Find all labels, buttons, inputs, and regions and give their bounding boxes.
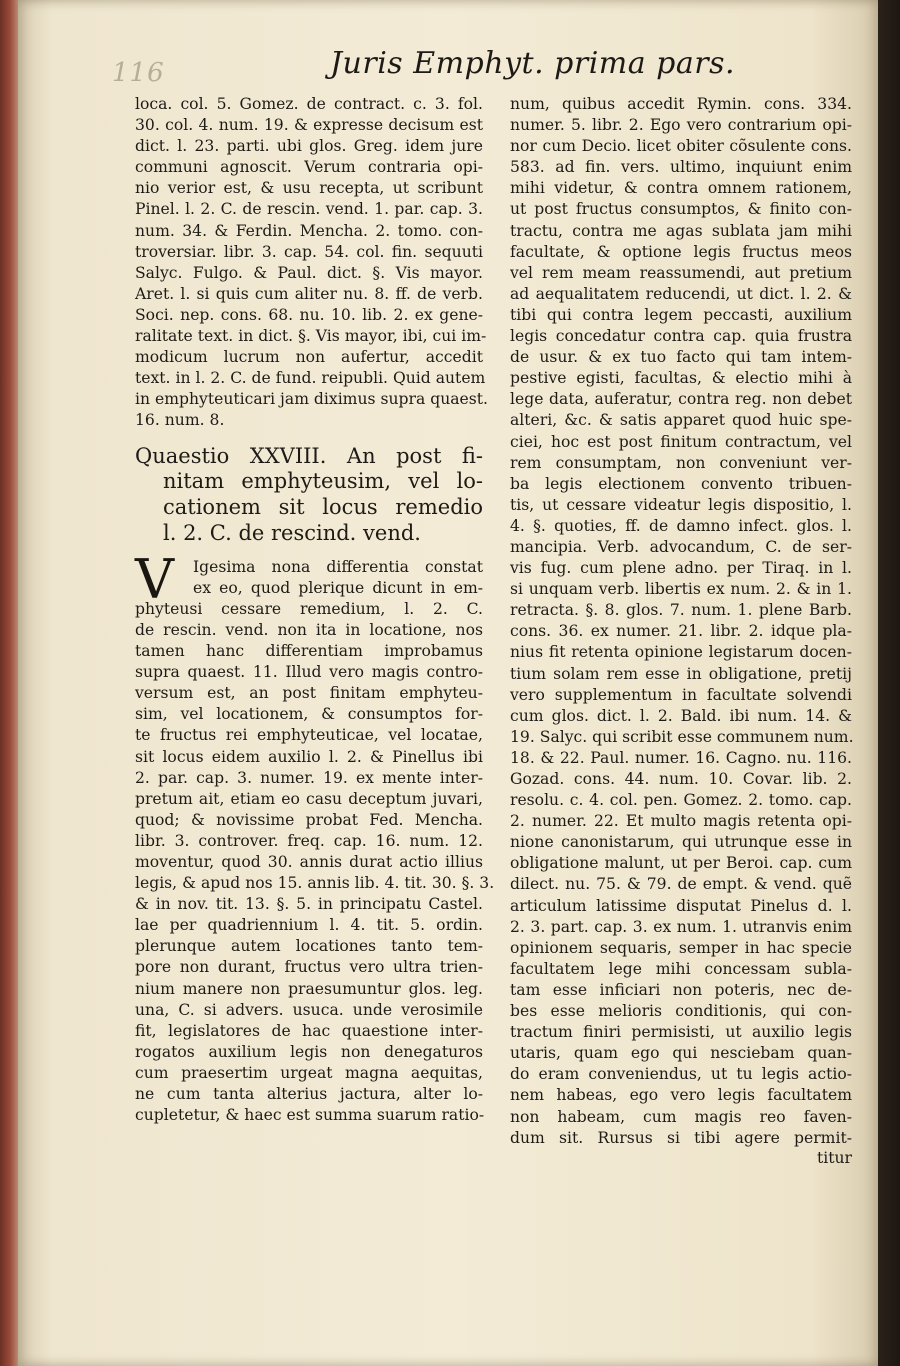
text-line: tractum finiri permisisti, ut auxilio legis	[510, 1023, 852, 1042]
text-line: nem habeas, ego vero legis facultatem	[510, 1086, 852, 1105]
text-line: text. in l. 2. C. de fund. reipubli. Quid autem	[135, 369, 486, 388]
text-line: ralitate text. in dict. §. Vis mayor, ibi, cui im-	[135, 327, 487, 346]
text-line: nium manere non praesumuntur glos. leg.	[135, 979, 483, 998]
heading-line: nitam emphyteusim, vel lo-	[163, 469, 483, 494]
text-line: troversiar. libr. 3. cap. 54. col. fin. sequuti	[135, 242, 483, 261]
question-heading	[135, 444, 483, 547]
text-line: Igesima nona differentia constat	[193, 557, 483, 576]
drop-cap: V	[135, 547, 174, 611]
text-line: modicum lucrum non aufertur, accedit	[135, 348, 483, 367]
text-line: 16. num. 8.	[135, 411, 225, 430]
text-line: cons. 36. ex numer. 21. libr. 2. idque pla-	[510, 622, 852, 641]
text-line: tam esse inficiari non poteris, nec de-	[510, 980, 852, 999]
text-line: num, quibus accedit Rymin. cons. 334.	[510, 95, 852, 113]
text-line: vero supplementum in facultate solvendi	[510, 685, 852, 704]
text-line: num. 34. & Ferdin. Mencha. 2. tomo. con-	[135, 221, 483, 240]
text-line: rogatos auxilium legis non denegaturos	[135, 1042, 483, 1061]
text-line: te fructus rei emphyteuticae, vel locatae,	[135, 726, 483, 745]
heading-line: cationem sit locus remedio	[163, 495, 483, 520]
text-line: phyteusi cessare remedium, l. 2. C.	[135, 599, 483, 618]
text-line: pretum ait, etiam eo casu deceptum juvari,	[135, 789, 483, 808]
text-line: Pinel. l. 2. C. de rescin. vend. 1. par. cap. 3.	[135, 200, 483, 219]
text-line: legis, & apud nos 15. annis lib. 4. tit. 30. §. 3.	[135, 874, 495, 893]
text-line: nio verior est, & usu recepta, ut scribunt	[135, 179, 483, 198]
text-line: Soci. nep. cons. 68. nu. 10. lib. 2. ex gene-	[135, 305, 483, 324]
text-line: & in nov. tit. 13. §. 5. in principatu Castel.	[135, 895, 483, 914]
text-line: 583. ad fin. vers. ultimo, inquiunt enim	[510, 158, 852, 177]
text-line: ba legis electionem convento tribuen-	[510, 474, 852, 493]
page-number: 116	[112, 58, 165, 88]
text-line: ut post fructus consumptos, & finito con-	[510, 200, 852, 219]
text-line: legis concedatur contra cap. quia frustra	[510, 327, 852, 346]
text-line: loca. col. 5. Gomez. de contract. c. 3. fol.	[135, 95, 483, 113]
text-line: libr. 3. controver. freq. cap. 16. num. 12.	[135, 831, 483, 850]
text-line: 30. col. 4. num. 19. & expresse decisum est	[135, 116, 483, 135]
text-line: dict. l. 23. parti. ubi glos. Greg. idem jure	[135, 137, 483, 156]
text-line: communi agnoscit. Verum contraria opi-	[135, 158, 483, 177]
text-line: utaris, quam ego qui nesciebam quan-	[510, 1044, 852, 1063]
text-line: 2. numer. 22. Et multo magis retenta opi-	[510, 812, 852, 831]
text-line: nius fit retenta opinione legistarum docen-	[510, 643, 852, 662]
text-line: una, C. si advers. usuca. unde verosimile	[135, 1000, 483, 1019]
right-column-body	[510, 94, 852, 1149]
text-line: plerunque autem locationes tanto tem-	[135, 937, 483, 956]
text-line: mancipia. Verb. advocandum, C. de ser-	[510, 537, 852, 556]
text-line: alteri, &c. & satis apparet quod huic spe-	[510, 411, 852, 430]
text-line: Salyc. Fulgo. & Paul. dict. §. Vis mayor.	[135, 263, 483, 282]
left-column-paragraph	[135, 94, 488, 432]
text-line: numer. 5. libr. 2. Ego vero contrarium opi-	[510, 116, 852, 135]
text-line: Aret. l. si quis cum aliter nu. 8. ff. de verb.	[135, 284, 483, 303]
text-line: cum praesertim urgeat magna aequitas,	[135, 1063, 483, 1082]
text-line: si unquam verb. libertis ex num. 2. & in 1.	[510, 580, 852, 599]
catchword: titur	[816, 1148, 852, 1167]
text-line: facultate, & optione legis fructus meos	[510, 242, 852, 261]
text-line: sim, vel locationem, & consumptos for-	[135, 705, 483, 724]
text-line: supra quaest. 11. Illud vero magis contro-	[135, 663, 483, 682]
right-column	[510, 94, 852, 1169]
text-line: ex eo, quod plerique dicunt in em-	[193, 578, 483, 597]
text-line: tractu, contra me agas sublata jam mihi	[510, 221, 852, 240]
text-line: rem consumptam, non conveniunt ver-	[510, 453, 852, 472]
text-line: 4. §. quoties, ff. de damno infect. glos. l.	[510, 516, 852, 535]
left-column	[135, 94, 495, 1126]
text-line: vel rem meam reassumendi, aut pretium	[510, 263, 852, 282]
text-line: sit locus eidem auxilio l. 2. & Pinellus ibi	[135, 747, 483, 766]
text-line: dum sit. Rursus si tibi agere permit-	[510, 1128, 852, 1147]
text-line: pore non durant, fructus vero ultra trien-	[135, 958, 483, 977]
text-line: moventur, quod 30. annis durat actio illius	[135, 853, 483, 871]
text-line: lege data, auferatur, contra reg. non debet	[510, 390, 852, 409]
text-line: bes esse melioris conditionis, qui con-	[510, 1002, 852, 1021]
text-line: ciei, hoc est post finitum contractum, vel	[510, 432, 852, 451]
text-line: 2. par. cap. 3. numer. 19. ex mente inter-	[135, 768, 483, 787]
text-line: cupletetur, & haec est summa suarum ratio-	[135, 1106, 485, 1125]
text-line: opinionem sequaris, semper in hac specie	[510, 938, 852, 957]
text-line: versum est, an post finitam emphyteu-	[135, 684, 483, 703]
text-line: in emphyteuticari jam diximus supra quaest.	[135, 390, 488, 409]
text-line: ad aequalitatem reducendi, ut dict. l. 2. &	[510, 284, 852, 303]
text-line: 19. Salyc. qui scribit esse communem num.	[510, 727, 854, 746]
heading-line: Quaestio XXVIII. An post fi-	[135, 443, 483, 468]
text-line: nione canonistarum, qui utrunque esse in	[510, 833, 852, 852]
text-line: fit, legislatores de hac quaestione inter-	[135, 1021, 483, 1040]
text-line: tibi qui contra legem peccasti, auxilium	[510, 305, 852, 324]
text-line: vis fug. cum plene adno. per Tiraq. in l.	[510, 559, 852, 578]
text-line: tamen hanc differentiam improbamus	[135, 642, 483, 661]
text-line: Gozad. cons. 44. num. 10. Covar. lib. 2.	[510, 770, 852, 788]
text-line: dilect. nu. 75. & 79. de empt. & vend. quẽ	[510, 875, 852, 894]
text-line: de rescin. vend. non ita in locatione, nos	[135, 620, 483, 639]
text-line: resolu. c. 4. col. pen. Gomez. 2. tomo. cap.	[510, 791, 852, 810]
text-line: facultatem lege mihi concessam subla-	[510, 959, 852, 978]
text-line: cum glos. dict. l. 2. Bald. ibi num. 14. &	[510, 706, 852, 725]
text-line: retracta. §. 8. glos. 7. num. 1. plene Barb.	[510, 601, 852, 620]
text-line: do eram conveniendus, ut tu legis actio-	[510, 1065, 852, 1084]
text-line: nor cum Decio. licet obiter cõsulente cons.	[510, 137, 852, 156]
text-line: 2. 3. part. cap. 3. ex num. 1. utranvis enim	[510, 917, 852, 936]
text-line: quod; & novissime probat Fed. Mencha.	[135, 810, 483, 829]
text-line: non habeam, cum magis reo faven-	[510, 1107, 852, 1126]
text-line: ne cum tanta alterius jactura, alter lo-	[135, 1085, 483, 1104]
text-line: pestive egisti, facultas, & electio mihi à	[510, 369, 852, 388]
text-line: de usur. & ex tuo facto qui tam intem-	[510, 348, 852, 367]
text-line: mihi videtur, & contra omnem rationem,	[510, 179, 852, 198]
running-head: Juris Emphyt. prima pars.	[330, 46, 736, 81]
text-line: articulum latissime disputat Pinelus d. l.	[510, 896, 852, 915]
text-line: 18. & 22. Paul. numer. 16. Cagno. nu. 116.	[510, 748, 852, 767]
heading-line: l. 2. C. de rescind. vend.	[163, 520, 421, 545]
text-line: tium solam rem esse in obligatione, pretij	[510, 664, 852, 683]
text-line: obligatione malunt, ut per Beroi. cap. cum	[510, 854, 852, 873]
left-column-body	[135, 547, 495, 1127]
text-line: lae per quadriennium l. 4. tit. 5. ordin.	[135, 916, 483, 935]
text-line: tis, ut cessare videatur legis dispositio, l.	[510, 495, 852, 514]
page-gutter-shadow	[878, 0, 900, 1366]
